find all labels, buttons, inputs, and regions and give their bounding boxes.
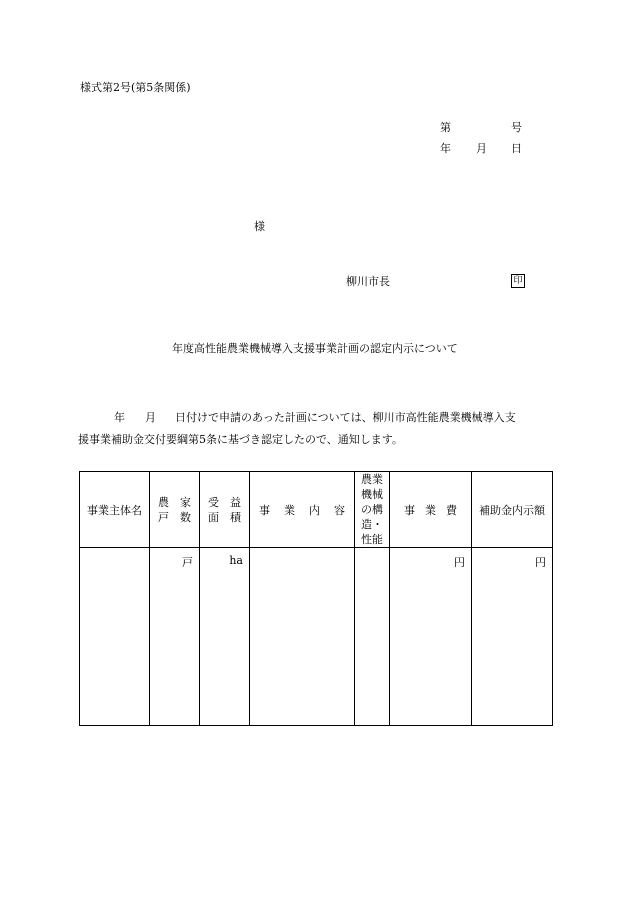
table-header-row (80, 472, 553, 548)
header-machinery (355, 472, 390, 548)
body-line-2: 援事業補助金交付要綱第5条に基づき認定したので、通知します。 (78, 433, 403, 446)
body-month: 月 (145, 411, 156, 424)
header-content (250, 472, 359, 548)
addressee-honorific: 様 (254, 220, 265, 233)
header-machinery-line4: 造・ (361, 518, 383, 531)
cell-subsidy[interactable] (472, 548, 553, 726)
body-text-1: 日付けで申請のあった計画については、柳川市高性能農業機械導入支 (175, 411, 516, 424)
seal-stamp: 印 (511, 274, 525, 288)
header-households (150, 472, 200, 548)
cell-content[interactable] (250, 548, 355, 726)
document-number-prefix: 第 (440, 121, 451, 134)
header-households-line1: 農 家 (158, 495, 191, 509)
cell-entity[interactable] (80, 548, 150, 726)
header-subsidy: 補助金内示額 (472, 472, 553, 548)
header-cost (390, 472, 472, 548)
cell-households[interactable] (150, 548, 200, 726)
header-entity: 事業主体名 (80, 472, 150, 548)
cell-area[interactable] (200, 548, 250, 726)
header-households-line2: 戸 数 (158, 510, 191, 524)
header-machinery-line2: 機械 (361, 488, 383, 501)
unit-households: 戸 (182, 556, 193, 569)
header-machinery-line3: の構 (361, 503, 383, 516)
header-area (200, 472, 250, 548)
header-content-label: 事業内容 (259, 503, 359, 517)
header-cost-label: 事業費 (404, 503, 467, 517)
subsidy-table (79, 471, 553, 726)
body-line-1 (78, 412, 516, 423)
header-machinery-line5: 性能 (361, 533, 383, 546)
document-number-suffix: 号 (511, 121, 522, 134)
header-machinery-line1: 農業 (361, 473, 383, 486)
cell-cost[interactable] (390, 548, 472, 726)
unit-area: ha (229, 554, 243, 567)
form-number: 様式第2号(第5条関係) (80, 81, 191, 94)
date-year-label: 年 (440, 142, 451, 155)
sender-name: 柳川市長 (346, 275, 390, 288)
unit-subsidy: 円 (535, 556, 546, 569)
document-title: 年度高性能農業機械導入支援事業計画の認定内示について (172, 342, 458, 355)
cell-machinery[interactable] (355, 548, 390, 726)
table-row (80, 548, 553, 726)
date-month-label: 月 (476, 142, 487, 155)
unit-cost: 円 (454, 556, 465, 569)
body-year: 年 (114, 411, 125, 424)
header-area-line2: 面 積 (208, 510, 241, 524)
date-day-label: 日 (511, 142, 522, 155)
header-area-line1: 受 益 (208, 495, 241, 509)
